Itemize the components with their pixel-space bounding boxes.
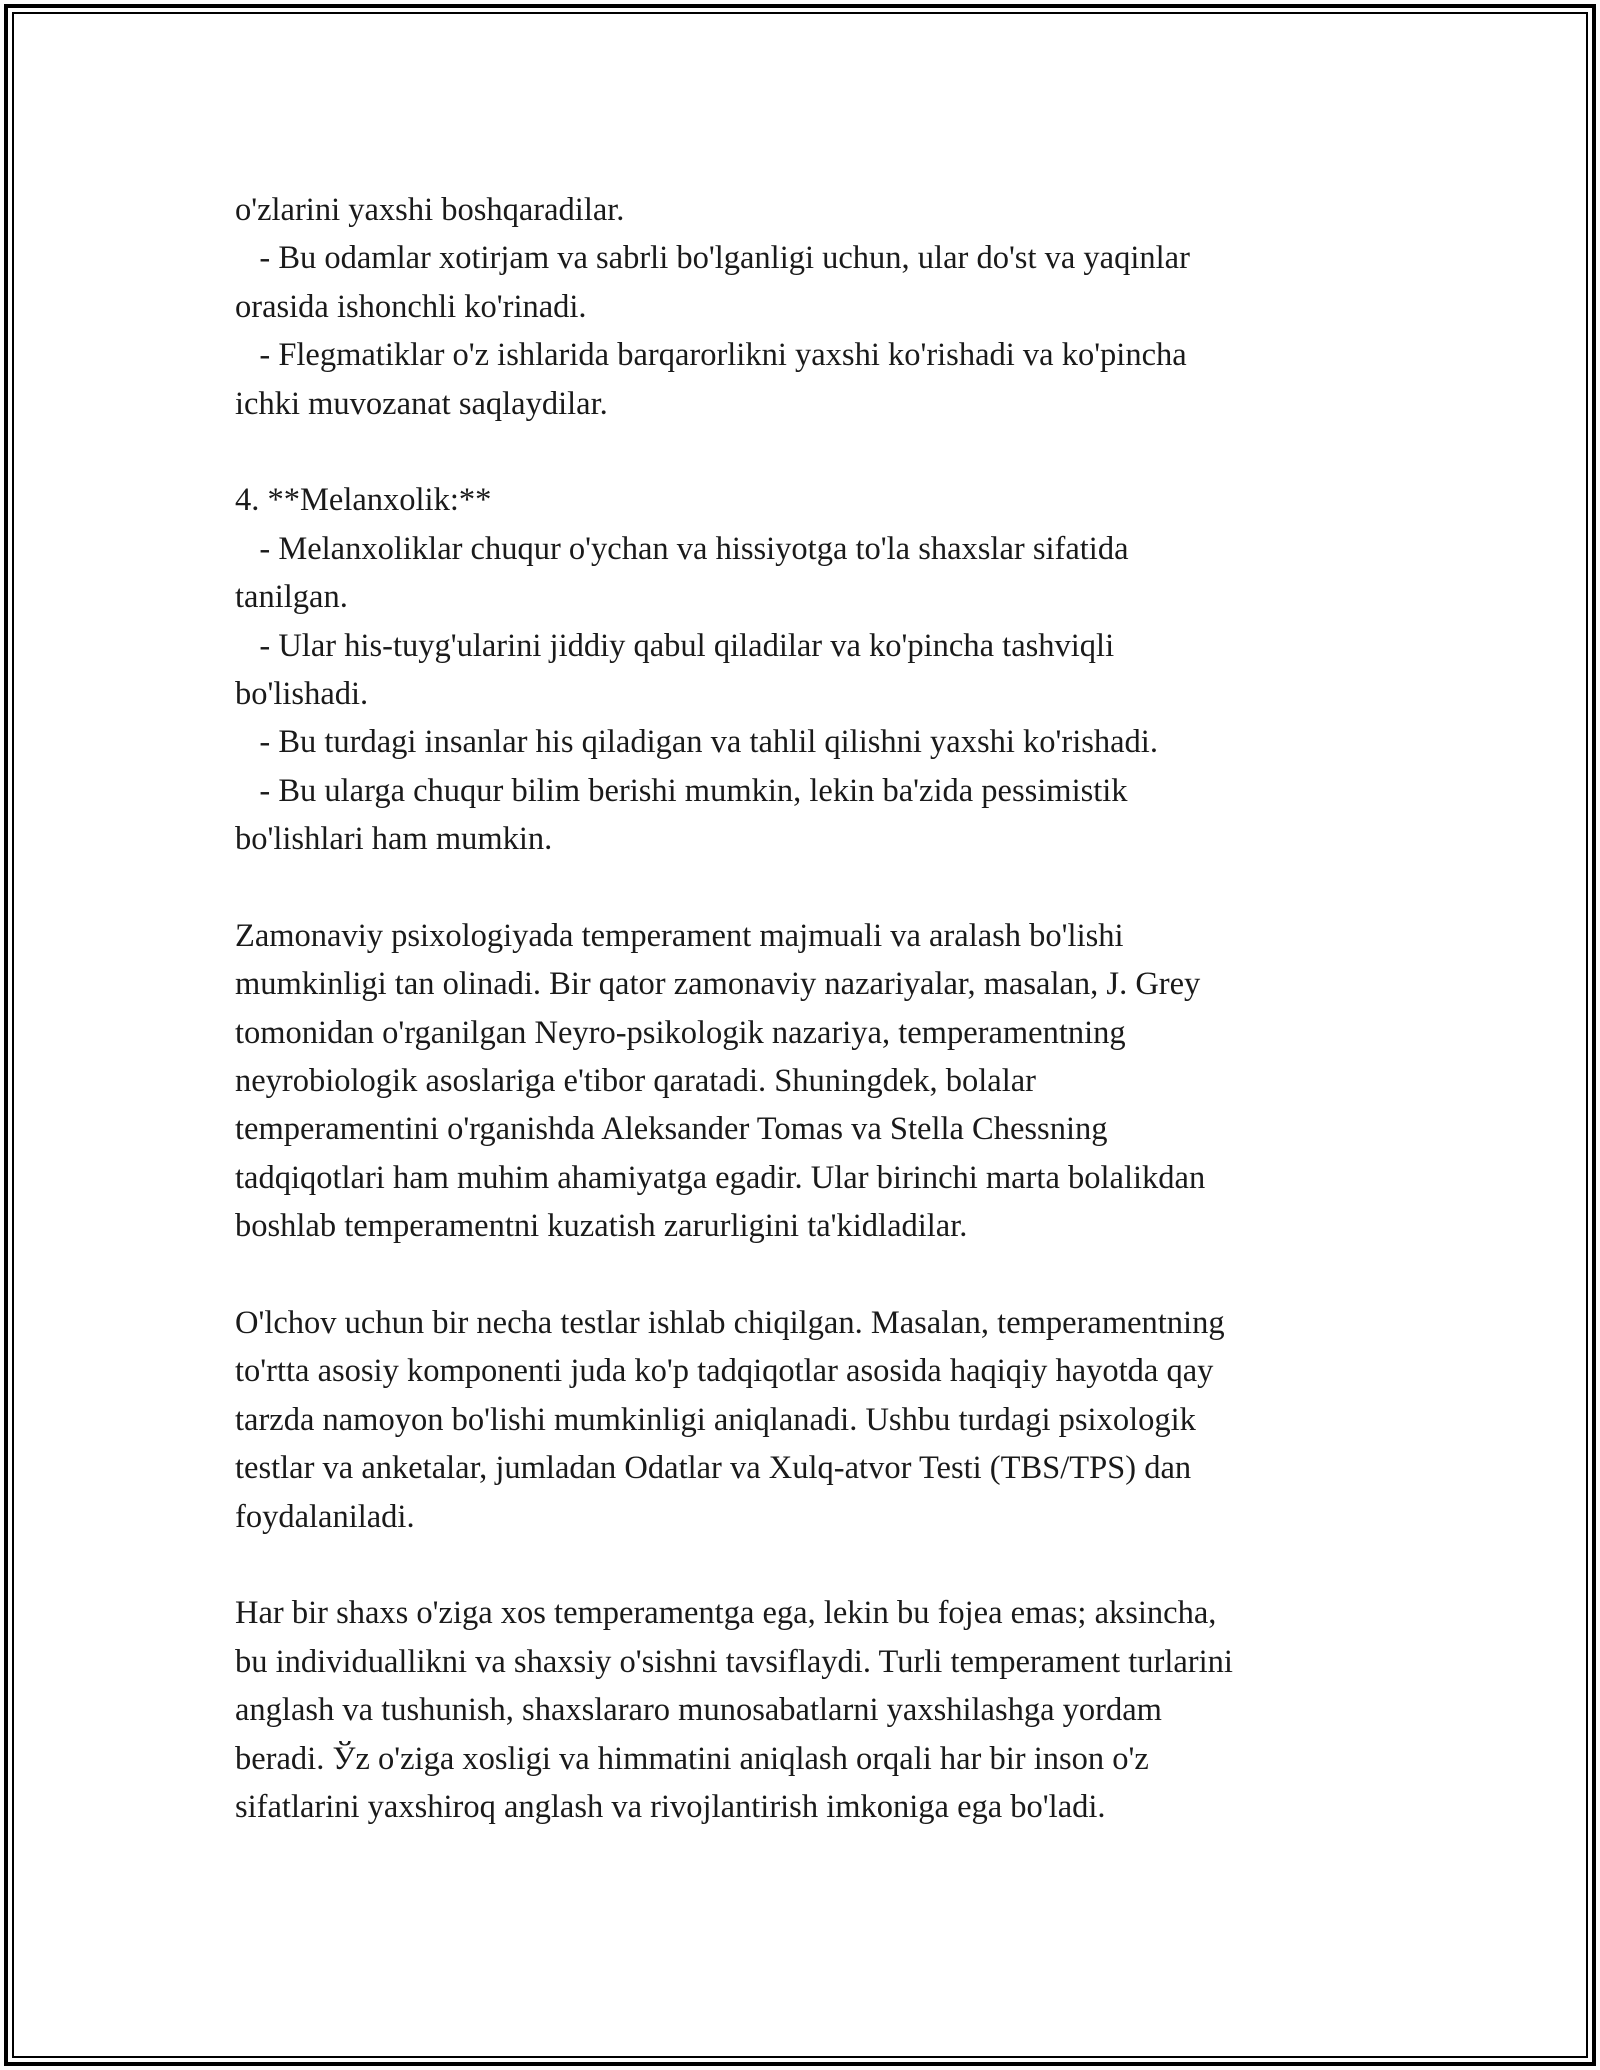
text-line: tarzda namoyon bo'lishi mumkinligi aniqlanadi. Ushbu turdagi psixologik xyxy=(235,1401,1196,1438)
text-line: - Ular his-tuyg'ularini jiddiy qabul qiladilar va ko'pincha tashviqli xyxy=(235,627,1115,664)
text-line: 4. **Melanxolik:** xyxy=(235,482,492,519)
text-line: boshlab temperamentni kuzatish zarurligini ta'kidladilar. xyxy=(235,1208,968,1245)
text-line: orasida ishonchli ko'rinadi. xyxy=(235,288,587,325)
text-line: neyrobiologik asoslariga e'tibor qaratadi. Shuningdek, bolalar xyxy=(235,1063,1036,1100)
text-line: bu individuallikni va shaxsiy o'sishni tavsiflaydi. Turli temperament turlarini xyxy=(235,1643,1233,1680)
text-line: anglash va tushunish, shaxslararo munosabatlarni yaxshilashga yordam xyxy=(235,1692,1162,1729)
text-line: mumkinligi tan olinadi. Bir qator zamonaviy nazariyalar, masalan, J. Grey xyxy=(235,966,1201,1003)
text-line: to'rtta asosiy komponenti juda ko'p tadqiqotlar asosida haqiqiy hayotda qay xyxy=(235,1353,1214,1390)
text-line: ichki muvozanat saqlaydilar. xyxy=(235,385,608,422)
text-line: foydalaniladi. xyxy=(235,1498,415,1535)
text-line: tomonidan o'rganilgan Neyro-psikologik nazariya, temperamentning xyxy=(235,1014,1126,1051)
text-line: testlar va anketalar, jumladan Odatlar va Xulq-atvor Testi (TBS/TPS) dan xyxy=(235,1450,1192,1487)
document-body xyxy=(235,186,1395,1831)
text-line: - Bu turdagi insanlar his qiladigan va tahlil qilishni yaxshi ko'rishadi. xyxy=(235,724,1158,761)
blank-line xyxy=(235,1541,1395,1589)
text-line: o'zlarini yaxshi boshqaradilar. xyxy=(235,192,625,228)
text-line: bo'lishadi. xyxy=(235,675,369,712)
blank-line xyxy=(235,1251,1395,1299)
text-line: - Flegmatiklar o'z ishlarida barqarorlikni yaxshi ko'rishadi va ko'pincha xyxy=(235,337,1187,374)
text-line: O'lchov uchun bir necha testlar ishlab chiqilgan. Masalan, temperamentning xyxy=(235,1304,1225,1341)
text-line: - Melanxoliklar chuqur o'ychan va hissiyotga to'la shaxslar sifatida xyxy=(235,530,1129,567)
text-line: tadqiqotlari ham muhim ahamiyatga egadir. Ular birinchi marta bolalikdan xyxy=(235,1159,1206,1196)
blank-line xyxy=(235,428,1395,476)
text-line: bo'lishlari ham mumkin. xyxy=(235,821,553,858)
text-line: - Bu ularga chuqur bilim berishi mumkin, lekin ba'zida pessimistik xyxy=(235,772,1128,809)
text-line: temperamentini o'rganishda Aleksander Tomas va Stella Chessning xyxy=(235,1111,1108,1148)
text-line: Har bir shaxs o'ziga xos temperamentga ega, lekin bu fojea emas; aksincha, xyxy=(235,1595,1217,1632)
text-line: sifatlarini yaxshiroq anglash va rivojlantirish imkoniga ega bo'ladi. xyxy=(235,1788,1106,1825)
text-line: Zamonaviy psixologiyada temperament majmuali va aralash bo'lishi xyxy=(235,917,1124,954)
text-line: tanilgan. xyxy=(235,579,348,616)
blank-line xyxy=(235,863,1395,911)
text-line: beradi. Ўz o'ziga xosligi va himmatini aniqlash orqali har bir inson o'z xyxy=(235,1740,1149,1777)
text-line: - Bu odamlar xotirjam va sabrli bo'lganligi uchun, ular do'st va yaqinlar xyxy=(235,240,1190,277)
